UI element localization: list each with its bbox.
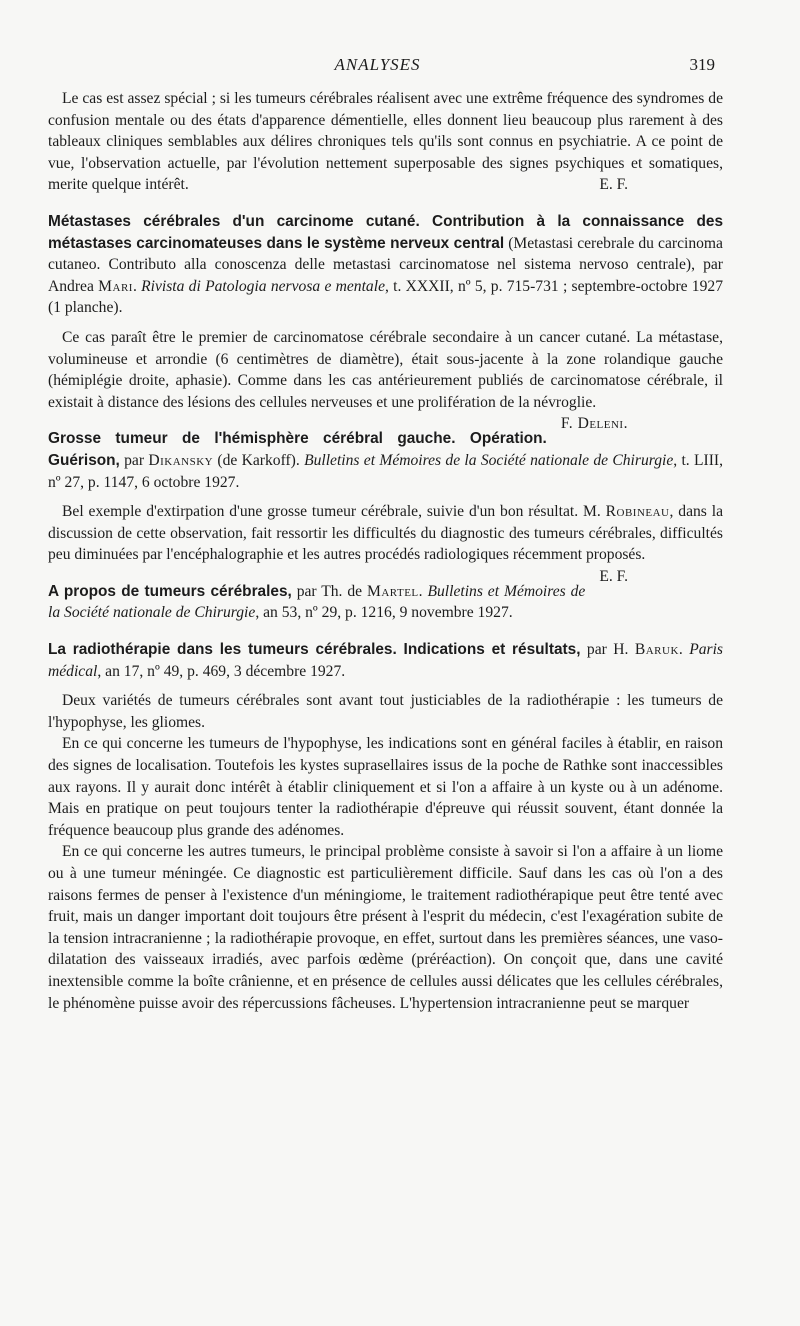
citation-text: par xyxy=(119,451,149,469)
entry-title: La radiothérapie dans les tumeurs cérébrales. Indications et résultats, xyxy=(48,641,581,659)
journal-name: Bulletins et Mémoires de la Société nationale de Chirurgie xyxy=(48,582,586,622)
journal-name: Bulletins et Mémoires de la Société nationale de Chirurgie xyxy=(304,451,674,469)
entry-citation xyxy=(48,428,723,493)
entry-signature: F. Deleni. xyxy=(560,415,628,433)
citation-text: (Metastasi cerebrale du carcinoma cutaneo. Contributo alla conoscenza delle metastasi carcinomatose nel sistema nervoso centrale), par Andrea xyxy=(48,234,723,295)
entry-summary-paragraph: En ce qui concerne les tumeurs de l'hypophyse, les indications sont en général faciles à établir, en raison des signes de localisation. Toutefois les kystes suprasellaires issus de la poche de Rathke sont inaccessibles aux rayons. Il y aurait donc intérêt à établir cliniquement et si l'on a affaire à un kyste ou à un adénome. Mais en pratique on peut toujours tenter la radiothérapie d'épreuve qui réussit souvent, étant donnée la fréquence beaucoup plus grande des adénomes. xyxy=(48,735,723,839)
citation-text: . xyxy=(678,641,690,659)
entry-summary xyxy=(48,327,723,433)
citation-text: , t. XXXII, nº 5, p. 715-731 ; septembre-octobre 1927 (1 planche). xyxy=(48,277,723,317)
review-entry-metastases xyxy=(48,211,723,433)
citation-text: par Th. de xyxy=(291,582,367,600)
entry-citation xyxy=(48,211,723,319)
entry-title: Grosse tumeur de l'hémisphère cérébral gauche. Opération. Guérison, xyxy=(48,430,547,469)
entry-title: Métastases cérébrales d'un carcinome cutané. Contribution à la connaissance des métastases carcinomateuses dans le système nerveux central xyxy=(48,212,723,252)
intro-paragraph xyxy=(48,88,723,196)
entry-summary-paragraph: En ce qui concerne les autres tumeurs, le principal problème consiste à savoir si l'on a affaire à un liome ou à une tumeur méningée. Ce diagnostic est particulièrement difficile. Sauf dans les cas où l'on a des raisons fermes de penser à l'existence d'un méningiome, le traitement radiothérapique peut être tenté avec fruit, mais un danger important doit toujours être présent à l'esprit du médecin, c'est l'exagération subite de la tension intracranienne ; la radiothérapie provoque, en effet, surtout dans les premières séances, une vaso-dilatation des vaisseaux irradiés, avec parfois œdème (préréaction). On conçoit que, dans une cavité inextensible comme la boîte crânienne, et en présence de cellules aussi délicates que les cellules cérébrales, le phénomène puisse avoir des répercussions fâcheuses. L'hypertension intracranienne peut se marquer xyxy=(48,843,723,1012)
running-title: ANALYSES xyxy=(334,55,421,74)
author-name: Baruk xyxy=(634,641,679,659)
citation-text: . xyxy=(132,277,142,295)
intro-signature: E. F. xyxy=(599,176,628,194)
author-name: Robineau xyxy=(605,503,670,521)
citation-text: . xyxy=(418,582,428,600)
summary-text: Bel exemple d'extirpation d'une grosse tumeur cérébrale, suivie d'un bon résultat. M. xyxy=(62,503,606,521)
author-name: Mari xyxy=(98,277,133,295)
citation-text: , t. LIII, nº 27, p. 1147, 6 octobre 1927. xyxy=(48,451,723,491)
journal-name: Rivista di Patologia nervosa e mentale xyxy=(141,277,385,295)
summary-text: Ce cas paraît être le premier de carcinomatose cérébrale secondaire à un cancer cutané. La métastase, volumineuse et arrondie (6 centimètres de diamètre), était sous-jacente à la zone rolandique gauche (hémiplégie droite, aphasie). Comme dans les cas antérieurement publiés de carcinomatose cérébrale, il existait à distance des lésions des cellules nerveuses et une prolifération de la névroglie. xyxy=(48,328,723,411)
citation-text: (de Karkoff). xyxy=(213,451,305,469)
journal-name: Paris médical xyxy=(48,641,723,680)
article-body xyxy=(48,88,723,1014)
citation-text: par H. xyxy=(580,641,635,659)
entry-summary xyxy=(48,501,723,585)
citation-text: , an 17, nº 49, p. 469, 3 décembre 1927. xyxy=(97,662,346,680)
entry-signature: E. F. xyxy=(599,567,628,585)
review-entry-radiotherapie xyxy=(48,639,723,1014)
page-header xyxy=(40,55,715,79)
author-name: Dikansky xyxy=(148,451,214,469)
entry-citation xyxy=(48,639,723,682)
entry-summary-paragraph: Deux variétés de tumeurs cérébrales sont avant tout justiciables de la radiothérapie : les tumeurs de l'hypophyse, les gliomes. xyxy=(48,692,723,731)
review-entry-grosse-tumeur xyxy=(48,428,723,585)
author-name: Martel xyxy=(366,582,419,600)
intro-text: Le cas est assez spécial ; si les tumeurs cérébrales réalisent avec une extrême fréquence des syndromes de confusion mentale ou des états d'apparence démentielle, elles donnent lieu beaucoup plus rarement à des tableaux cliniques semblables aux délires chroniques tels qu'ils sont connus en psychiatrie. A ce point de vue, l'observation actuelle, par l'évolution nettement superposable des signes psychiques et somatiques, merite quelque intérêt. xyxy=(48,90,723,194)
citation-text: , an 53, nº 29, p. 1216, 9 novembre 1927. xyxy=(255,604,513,622)
entry-title: A propos de tumeurs cérébrales, xyxy=(48,582,292,600)
page-number: 319 xyxy=(689,55,715,74)
summary-text: , dans la discussion de cette observation, fait ressortir les difficultés du diagnostic des tumeurs cérébrales, difficultés peu diminuées par l'encéphalographie et les autres procédés radiologiques récemment proposés. xyxy=(48,503,723,564)
